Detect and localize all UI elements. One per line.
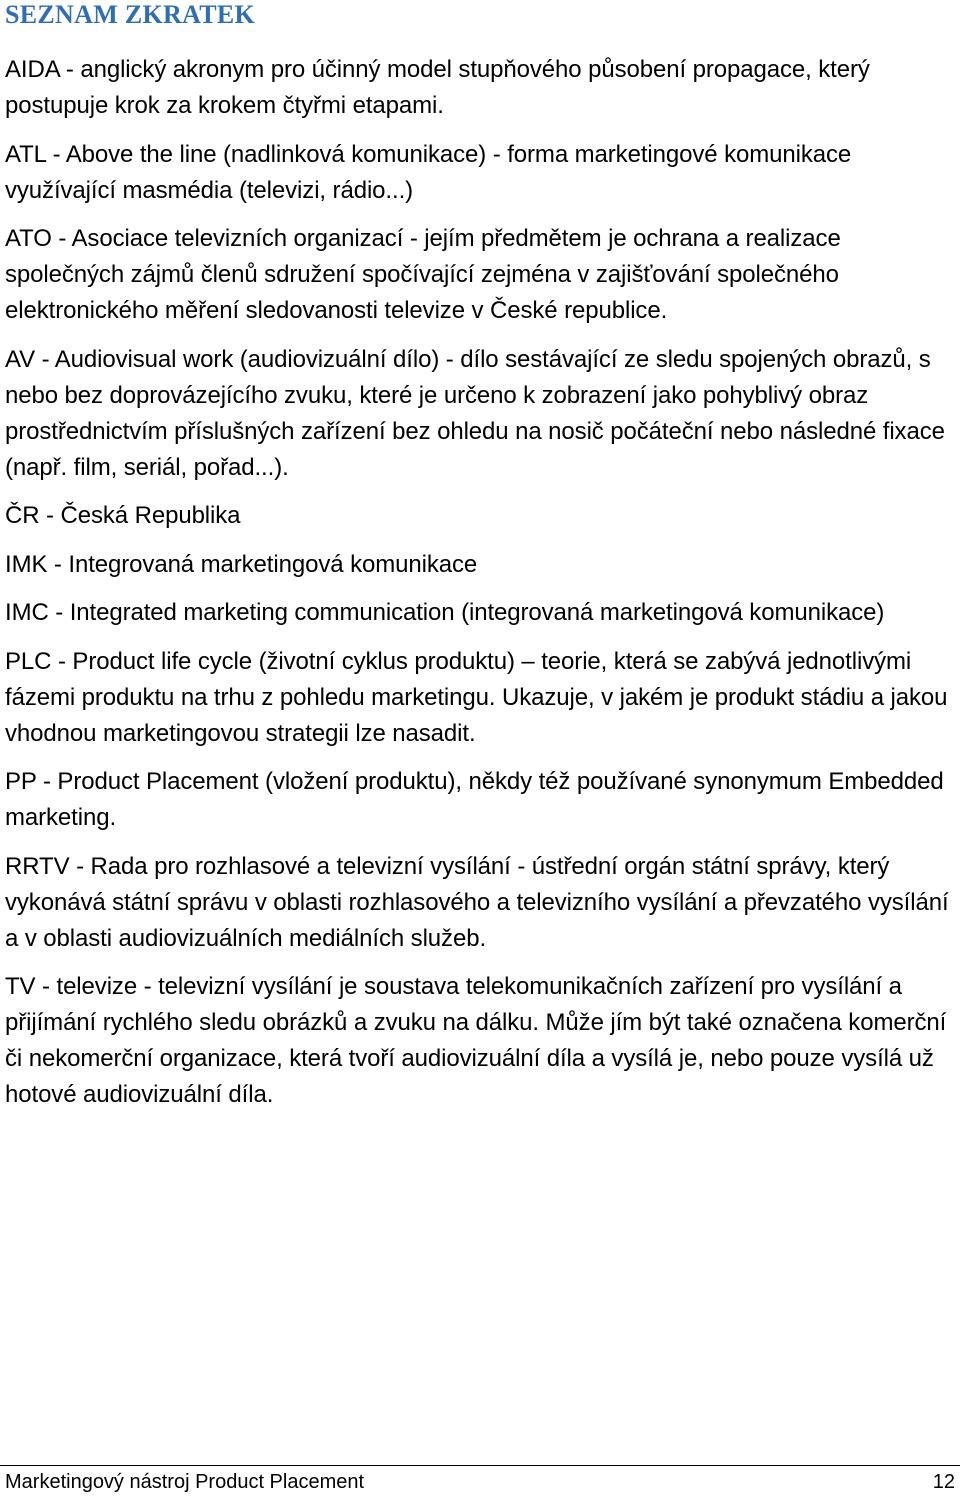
abbreviation-entry-imc: IMC - Integrated marketing communication (integrovaná marketingová komunikace) bbox=[5, 599, 885, 626]
abbreviation-entry-ato: ATO - Asociace televizních organizací - jejím předmětem je ochrana a realizace společných zájmů členů sdružení spočívající zejména v zajišťování společného elektronického měření sledovanosti televize v České republice. bbox=[5, 225, 841, 324]
abbreviation-entry-av: AV - Audiovisual work (audiovizuální dílo) - dílo sestávající ze sledu spojených obrazů, s nebo bez doprovázejícího zvuku, které je určeno k zobrazení jako pohyblivý obraz prostřednictvím příslušných zařízení bez ohledu na nosič počáteční nebo následné fixace (např. film, seriál, pořad...). bbox=[5, 345, 945, 481]
abbreviation-entry-pp: PP - Product Placement (vložení produktu), někdy též používané synonymum Embedded marketing. bbox=[5, 768, 944, 831]
section-heading: SEZNAM ZKRATEK bbox=[5, 0, 256, 29]
abbreviation-entry-atl: ATL - Above the line (nadlinková komunikace) - forma marketingové komunikace využívající masmédia (televizi, rádio...) bbox=[5, 140, 852, 204]
abbreviation-entry-cr: ČR - Česká Republika bbox=[5, 502, 241, 529]
page-number: 12 bbox=[932, 1471, 955, 1493]
abbreviation-entry-imk: IMK - Integrovaná marketingová komunikace bbox=[5, 550, 478, 578]
abbreviation-entry-rrtv: RRTV - Rada pro rozhlasové a televizní vysílání - ústřední orgán státní správy, který vykonává státní správu v oblasti rozhlasového a televizního vysílání a převzatého vysílání a v oblasti audiovizuálních mediálních služeb. bbox=[5, 852, 949, 952]
footer-title: Marketingový nástroj Product Placement bbox=[5, 1471, 365, 1493]
abbreviation-entry-plc: PLC - Product life cycle (životní cyklus produktu) – teorie, která se zabývá jednotlivými fázemi produktu na trhu z pohledu marketingu. Ukazuje, v jakém je produkt stádiu a jakou vhodnou marketingovou strategii lze nasadit. bbox=[5, 647, 948, 747]
abbreviation-list bbox=[5, 52, 950, 1126]
abbreviation-entry-tv: TV - televize - televizní vysílání je soustava telekomunikačních zařízení pro vysílání a přijímání rychlého sledu obrázků a zvuku na dálku. Může jím být také označena komerční či nekomerční organizace, která tvoří audiovizuální díla a vysílá je, nebo pouze vysílá už hotové audiovizuální díla. bbox=[5, 973, 947, 1108]
page-footer bbox=[0, 1465, 960, 1497]
abbreviation-entry-aida: AIDA - anglický akronym pro účinný model stupňového působení propagace, který postupuje krok za krokem čtyřmi etapami. bbox=[5, 56, 870, 119]
